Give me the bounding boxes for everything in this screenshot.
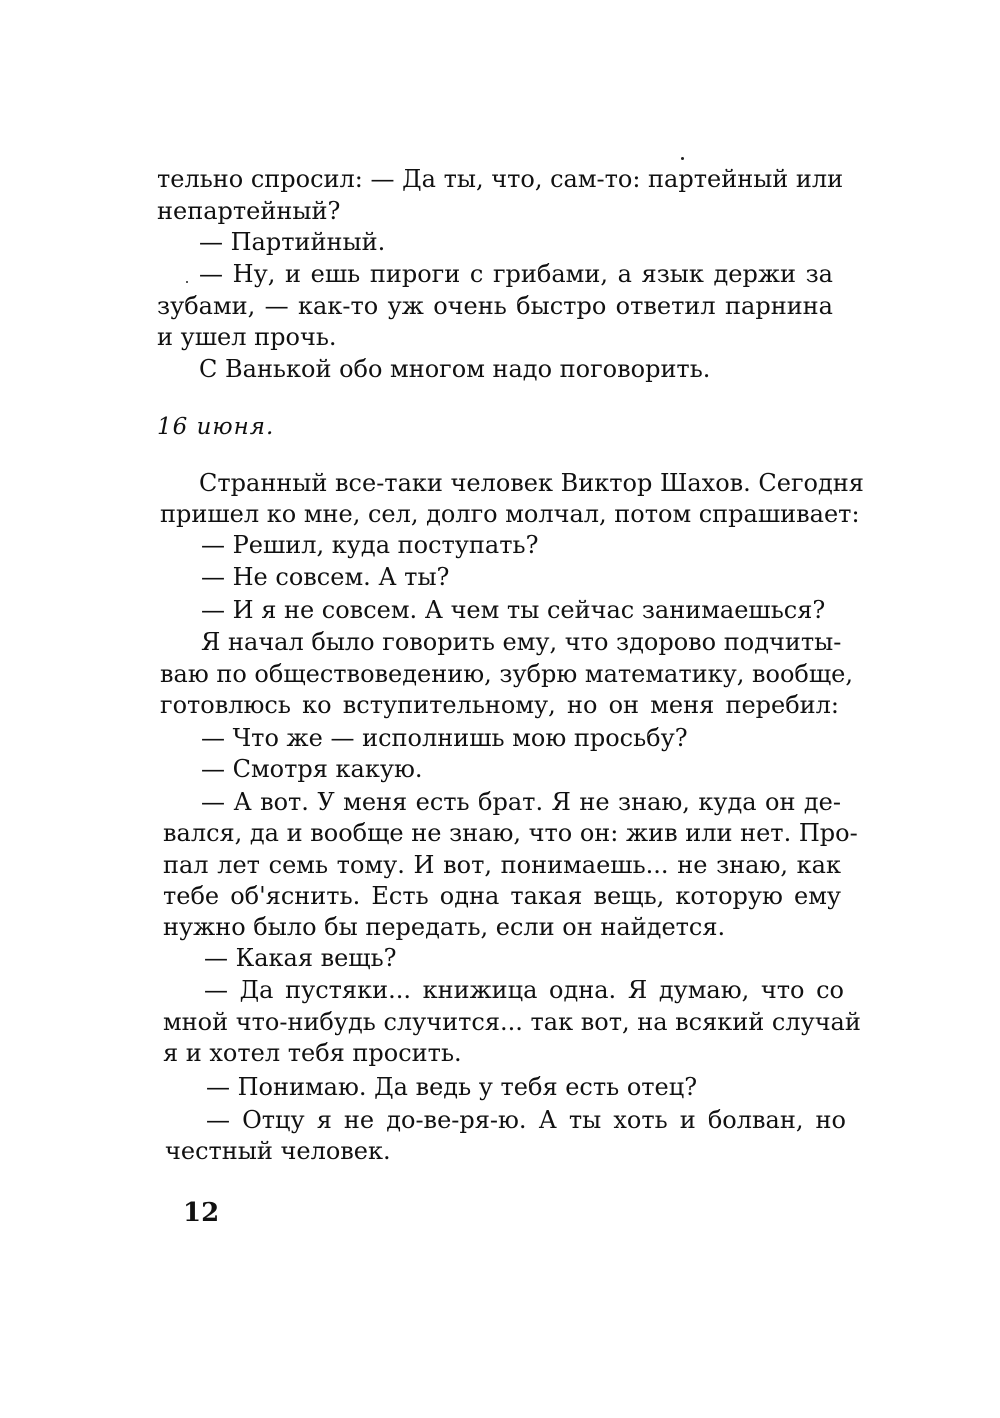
text-line: вался, да и вообще не знаю, что он: жив или нет. Про- <box>163 819 858 847</box>
page-number: 12 <box>183 1198 220 1228</box>
text-line: — Да пустяки... книжица одна. Я думаю, что со <box>204 976 844 1004</box>
text-line: Я начал было говорить ему, что здорово подчиты- <box>201 628 842 656</box>
text-line: — Что же — исполнишь мою просьбу? <box>201 724 688 752</box>
text-line: — Смотря какую. <box>201 755 423 783</box>
text-line: непартейный? <box>157 197 341 225</box>
date-heading: 16 июня. <box>157 414 275 440</box>
text-line: пал лет семь тому. И вот, понимаешь... не знаю, как <box>163 851 841 879</box>
text-line: мной что-нибудь случится... так вот, на всякий случай <box>163 1008 861 1036</box>
text-line: — А вот. У меня есть брат. Я не знаю, куда он де- <box>201 788 841 816</box>
text-line: готовлюсь ко вступительному, но он меня перебил: <box>160 691 839 719</box>
scan-speck <box>681 157 684 160</box>
text-line: зубами, — как-то уж очень быстро ответил парнина <box>157 292 833 320</box>
text-line: ваю по обществоведению, зубрю математику, вообще, <box>160 660 853 688</box>
text-line: и ушел прочь. <box>157 323 337 351</box>
text-line: — Отцу я не до-ве-ря-ю. А ты хоть и болван, но <box>206 1106 846 1134</box>
text-line: тебе об'яснить. Есть одна такая вещь, которую ему <box>163 882 841 910</box>
text-line: — Не совсем. А ты? <box>201 563 450 591</box>
text-line: — Партийный. <box>199 228 386 256</box>
text-line: — Решил, куда поступать? <box>201 531 539 559</box>
text-line: — Какая вещь? <box>204 944 397 972</box>
scan-speck <box>186 281 188 283</box>
text-line: С Ванькой обо многом надо поговорить. <box>199 355 711 383</box>
text-line: пришел ко мне, сел, долго молчал, потом спрашивает: <box>160 500 860 528</box>
text-line: — Ну, и ешь пироги с грибами, а язык держи за <box>199 260 833 288</box>
text-line: — И я не совсем. А чем ты сейчас занимаешься? <box>201 596 826 624</box>
text-line: я и хотел тебя просить. <box>163 1039 462 1067</box>
text-line: нужно было бы передать, если он найдется. <box>163 913 726 941</box>
text-line: тельно спросил: — Да ты, что, сам-то: партейный или <box>157 165 844 193</box>
text-line: Странный все-таки человек Виктор Шахов. Сегодня <box>199 469 864 497</box>
text-line: честный человек. <box>165 1137 391 1165</box>
text-line: — Понимаю. Да ведь у тебя есть отец? <box>206 1073 698 1101</box>
